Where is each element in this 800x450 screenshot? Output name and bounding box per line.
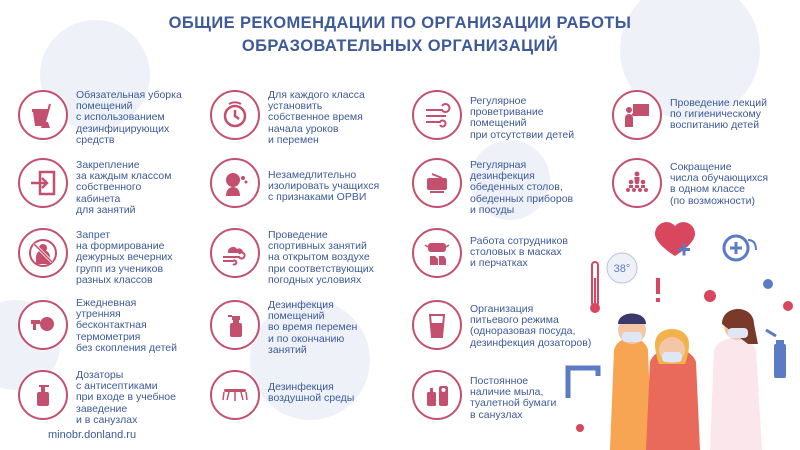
recommendation-item bbox=[18, 297, 218, 368]
masked-people-illustration bbox=[560, 218, 800, 450]
recommendation-item bbox=[210, 300, 410, 368]
sick-person-icon bbox=[210, 158, 260, 208]
item-label: Ежедневная утренняя бесконтактная термометрия без скопления детей bbox=[76, 297, 177, 354]
spray-bottle-icon bbox=[210, 300, 260, 350]
item-label: Дезинфекция воздушной среды bbox=[268, 381, 355, 405]
soap-paper-icon bbox=[412, 370, 462, 420]
lecture-icon bbox=[612, 90, 662, 140]
item-label: Закрепление за каждым классом собственного кабинета для занятий bbox=[76, 159, 172, 216]
cleaning-bucket-icon bbox=[18, 90, 68, 140]
footer-url: minobr.donland.ru bbox=[48, 429, 137, 441]
page-title bbox=[0, 12, 800, 58]
reduce-group-icon bbox=[612, 158, 662, 208]
item-label: Дозаторы с антисептиками при входе в учебное заведение и в санузлах bbox=[76, 369, 176, 426]
title-line-1: ОБЩИЕ РЕКОМЕНДАЦИИ ПО ОРГАНИЗАЦИИ РАБОТЫ bbox=[168, 14, 632, 32]
virus-icon bbox=[763, 279, 773, 289]
recommendation-item bbox=[18, 90, 218, 158]
recommendation-item bbox=[210, 370, 410, 438]
sanitizer-dispenser-icon bbox=[18, 370, 68, 420]
item-label: Обязательная уборка помещений с использованием дезинфицирующих средств bbox=[76, 89, 182, 146]
item-label: Для каждого класса установить собственное время начала уроков и перемен bbox=[268, 89, 365, 146]
recommendation-item bbox=[18, 370, 218, 438]
water-cup-icon bbox=[412, 300, 462, 350]
recommendation-item bbox=[18, 158, 218, 226]
recommendation-item bbox=[210, 90, 410, 158]
recommendation-item bbox=[412, 158, 612, 226]
item-label: Проведение лекций по гигиеническому воспитанию детей bbox=[670, 97, 767, 132]
virus-icon bbox=[704, 290, 716, 302]
item-label: Работа сотрудников столовых в масках и перчатках bbox=[470, 235, 568, 270]
recommendation-item bbox=[210, 228, 410, 296]
recommendation-item bbox=[612, 158, 800, 226]
recommendation-item bbox=[210, 158, 410, 226]
item-label: Проведение спортивных занятий на открытом воздухе при соответствующих погодных условиях bbox=[268, 229, 374, 286]
uv-lamp-icon bbox=[210, 370, 260, 420]
item-label: Регулярная дезинфекция обеденных столов, обеденных приборов и посуды bbox=[470, 159, 574, 216]
thermometer-gun-icon bbox=[18, 300, 68, 350]
virus-icon bbox=[576, 424, 584, 432]
recommendation-item bbox=[612, 90, 800, 158]
faucet-icon bbox=[568, 368, 598, 398]
item-label: Сокращение числа обучающихся в одном классе (по возможности) bbox=[670, 161, 769, 207]
item-label: Незамедлительно изолировать учащихся с признаками ОРВИ bbox=[268, 169, 380, 204]
recommendation-item bbox=[412, 90, 612, 158]
thermometer-reading: 38° bbox=[613, 263, 631, 275]
item-label: Дезинфекция помещений во время перемен и по окончанию занятий bbox=[268, 299, 358, 356]
item-label: Постоянное наличие мыла, туалетной бумаги в санузлах bbox=[470, 375, 557, 421]
mask-gloves-icon bbox=[412, 228, 462, 278]
ventilation-icon bbox=[412, 90, 462, 140]
item-label: Регулярное проветривание помещений при отсутствии детей bbox=[470, 95, 575, 141]
no-group-icon bbox=[18, 228, 68, 278]
wipe-table-icon bbox=[412, 158, 462, 208]
item-label: Запрет на формирование дежурных вечерних групп из учеников разных классов bbox=[76, 229, 173, 286]
clock-icon bbox=[210, 90, 260, 140]
title-line-2: ОБРАЗОВАТЕЛЬНЫХ ОРГАНИЗАЦИЙ bbox=[241, 37, 559, 55]
outdoor-wind-icon bbox=[210, 228, 260, 278]
virus-icon bbox=[783, 301, 793, 311]
recommendation-item bbox=[18, 228, 218, 296]
door-exit-icon bbox=[18, 158, 68, 208]
item-label: Организация питьевого режима (одноразовая посуда, дезинфекция дозаторов) bbox=[470, 303, 592, 349]
